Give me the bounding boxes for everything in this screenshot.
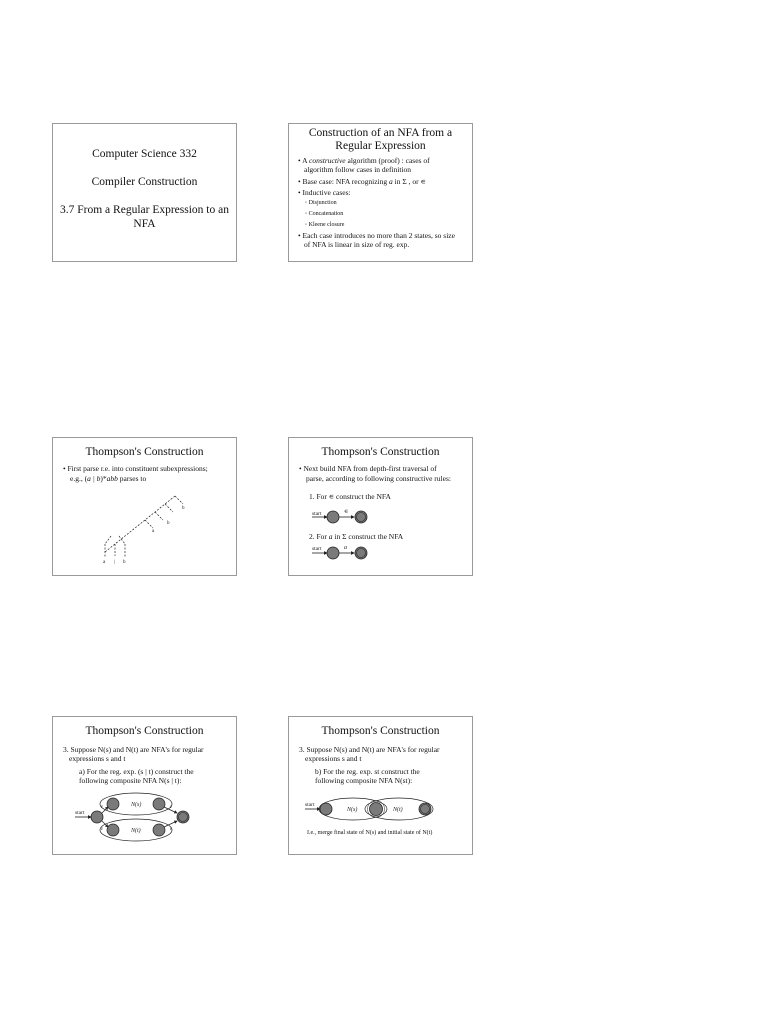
parse-tree-edges (105, 496, 183, 558)
nfa-symbol (312, 545, 367, 559)
section-title-line2: NFA (133, 218, 156, 230)
start-label: start (312, 511, 322, 517)
slide-title-line2: Regular Expression (335, 140, 426, 152)
example-mid: )* (100, 474, 107, 483)
bullet-1-text: First parse r.e. into constituent subexpressions; (67, 464, 208, 473)
sub-bullet-1-text: Disjunction (308, 200, 337, 206)
bullet-1-em: constructive (308, 156, 346, 165)
bullet-1-pre: A (302, 156, 309, 165)
example-post: parses to (117, 474, 147, 483)
ns-label: N(s) (131, 802, 142, 808)
slide-title-line1: Construction of an NFA from a (308, 127, 453, 139)
start-label: start (75, 810, 85, 816)
rule-1: 1. For ∊ construct the NFA (309, 492, 391, 501)
ns-label: N(s) (347, 807, 358, 813)
example-expr: a | b (87, 474, 101, 483)
text-line-4: following composite NFA N(st): (315, 776, 413, 785)
start-label: start (312, 546, 322, 552)
sub-bullet-2-text: Concatenation (308, 211, 344, 217)
bullet-2-a: a (389, 177, 393, 186)
start-label: start (305, 802, 315, 808)
text-line-1: 3. Suppose N(s) and N(t) are NFA's for regular (63, 745, 204, 754)
section-title-line1: 3.7 From a Regular Expression to an (60, 204, 229, 216)
slide-3 (52, 437, 237, 576)
nt-label: N(t) (393, 807, 403, 813)
start-state (327, 547, 339, 559)
bullet-1: • Next build NFA from depth-first traversal of (299, 464, 437, 473)
leaf-b-2: b (167, 521, 170, 526)
start-state (327, 511, 339, 523)
slide-title: Thompson's Construction (321, 446, 440, 458)
sub-bullet-3-text: Kleene closure (308, 222, 345, 228)
nfa-epsilon (312, 509, 367, 523)
parse-tree-leaves (103, 506, 185, 565)
bullet-3-text: Inductive cases: (302, 188, 351, 197)
text-line-2: expressions s and t (69, 754, 126, 763)
course-subtitle: Compiler Construction (91, 176, 198, 188)
sub-bullet-2: ◦ Concatenation (305, 211, 344, 217)
nt-label: N(t) (131, 828, 141, 834)
eps-label-4: ε (170, 827, 173, 832)
slide-title: Thompson's Construction (85, 446, 204, 458)
course-title: Computer Science 332 (92, 148, 197, 160)
text-line-4: following composite NFA N(s | t): (79, 776, 182, 785)
slide-title: Thompson's Construction (85, 725, 204, 737)
bullet-1: • A constructive algorithm (proof) : cases of (298, 156, 430, 165)
rule-2-a: a (328, 532, 333, 541)
example-abb: abb (106, 474, 118, 483)
bullet-2-post: in Σ , or ∊ (392, 177, 426, 186)
bullet-3: • Inductive cases: (298, 188, 351, 197)
rule-2-post: in Σ construct the NFA (332, 532, 404, 541)
bullet-2-pre: Base case: NFA recognizing (302, 177, 390, 186)
nfa-union-diagram (53, 717, 238, 856)
edge-label-epsilon: ∊ (344, 509, 349, 515)
leaf-bar: | (114, 560, 116, 565)
bullet-1-post: algorithm (proof) : cases of (345, 156, 430, 165)
parse-tree-diagram (53, 438, 238, 577)
eps-label-3: ε (170, 805, 173, 810)
bullet-1-line2: algorithm follow cases in definition (304, 165, 412, 174)
text-line-2: expressions s and t (305, 754, 362, 763)
nfa-diagrams (289, 438, 474, 577)
note: I.e., merge final state of N(s) and initial state of N(t) (307, 830, 433, 836)
text-line-1: 3. Suppose N(s) and N(t) are NFA's for regular (299, 745, 440, 754)
bullet-2: • Base case: NFA recognizing a in Σ , or ∊ (298, 177, 426, 186)
leaf-b-3: b (182, 506, 185, 511)
bullet-1: • First parse r.e. into constituent subexpressions; (63, 464, 208, 473)
slide-title (289, 127, 472, 153)
bullet-1-line2: parse, according to following constructive rules: (306, 474, 451, 483)
edge-label-a: a (344, 545, 347, 551)
leaf-a-2: a (152, 529, 155, 534)
eps-label-2: ε (101, 827, 104, 832)
slide-5 (52, 716, 237, 855)
slide-6 (288, 716, 473, 855)
new-start-state (91, 811, 103, 823)
bullet-4: • Each case introduces no more than 2 states, so size (298, 231, 455, 240)
text-line-3: b) For the reg. exp. st construct the (315, 767, 420, 776)
sub-bullet-1: ◦ Disjunction (305, 200, 337, 206)
slide-2 (288, 123, 473, 262)
slide-1 (52, 123, 237, 262)
text-line-3: a) For the reg. exp. (s | t) construct the (79, 767, 194, 776)
example-pre: e.g., ( (70, 474, 88, 483)
slide-4 (288, 437, 473, 576)
start-state (320, 803, 332, 815)
leaf-b: b (123, 560, 126, 565)
eps-label-1: ε (101, 805, 104, 810)
leaf-a: a (103, 560, 106, 565)
bullet-1-text: Next build NFA from depth-first traversal of (303, 464, 437, 473)
bullet-4-text: Each case introduces no more than 2 states, so size (302, 231, 455, 240)
sub-bullet-3: ◦ Kleene closure (305, 222, 345, 228)
slide-title: Thompson's Construction (321, 725, 440, 737)
bullet-4-line2: of NFA is linear in size of reg. exp. (304, 240, 410, 249)
rule-2-pre: 2. For (309, 532, 329, 541)
merged-state (370, 803, 383, 816)
